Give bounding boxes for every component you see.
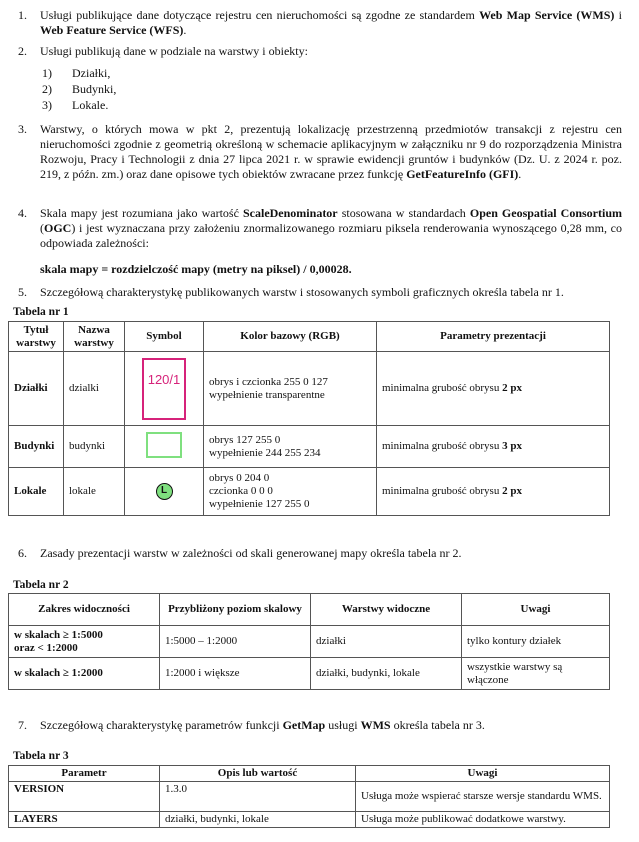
- table1-header: Kolor bazowy (RGB): [204, 322, 377, 352]
- budynki-symbol: [146, 432, 182, 458]
- table-row: Lokale lokale L obrys 0 204 0 czcionka 0 0 0 wypełnienie 127 255 0 minimalna grubość obrysu 2 px: [9, 468, 610, 516]
- table2-header: Przybliżony poziom skalowy: [160, 594, 311, 626]
- table-row: VERSION 1.3.0 Usługa może wspierać starsze wersje standardu WMS.: [9, 782, 610, 812]
- lokale-symbol: L: [156, 483, 173, 500]
- table3-header: Uwagi: [356, 766, 610, 782]
- table1-caption: Tabela nr 1: [13, 306, 69, 318]
- item-3: 3. Warstwy, o których mowa w pkt 2, prezentują lokalizację przestrzenną przedmiotów transakcji z rejestru cen nieruchomości zgodnie z geometrią określoną w schemacie aplikacyjnym w załączniku nr 9 do rozporządzenia Ministra Rozwoju, Pracy i Technologii z dnia 27 lipca 2021 r. w sprawie ewidencji gruntów i budynków (Dz. U. z 2024 r. poz. 219, z późn. zm.) oraz dane opisowe tych obiektów zwracane przez funkcję GetFeatureInfo (GFI).: [18, 122, 622, 181]
- item-2: 2. Usługi publikują dane w podziale na warstwy i obiekty:: [18, 44, 308, 58]
- table3-caption: Tabela nr 3: [13, 750, 69, 762]
- dzialki-symbol: 120/1: [142, 358, 186, 420]
- table1-header: Tytuł warstwy: [9, 322, 64, 352]
- item-5: 5. Szczegółową charakterystykę publikowanych warstw i stosowanych symboli graficznych określa tabela nr 1.: [18, 285, 564, 299]
- table3: [8, 765, 610, 828]
- table3-header: Parametr: [9, 766, 160, 782]
- item-6: 6. Zasady prezentacji warstw w zależności od skali generowanej mapy określa tabela nr 2.: [18, 546, 462, 560]
- item-1: 1. Usługi publikujące dane dotyczące rejestru cen nieruchomości są zgodne ze standardem Web Map Service (WMS) i Web Feature Service (WFS).: [18, 8, 622, 37]
- table-row: Budynki budynki obrys 127 255 0 wypełnienie 244 255 234 minimalna grubość obrysu 3 px: [9, 426, 610, 468]
- table-row: Działki dzialki 120/1 obrys i czcionka 255 0 127 wypełnienie transparentne minimalna grubość obrysu 2 px: [9, 352, 610, 426]
- table1-header: Symbol: [125, 322, 204, 352]
- item-4: 4. Skala mapy jest rozumiana jako wartość ScaleDenominator stosowana w standardach Open Geospatial Consortium (OGC) i jest wyznaczana przy założeniu znormalizowanego rozmiaru piksela renderowania wynoszącego 0,28 mm, co odpowiada zależności:: [18, 206, 622, 250]
- table-row: LAYERS działki, budynki, lokale Usługa może publikować dodatkowe warstwy.: [9, 812, 610, 828]
- table1: [8, 321, 610, 516]
- table2-header: Uwagi: [462, 594, 610, 626]
- table1-header: Parametry prezentacji: [377, 322, 610, 352]
- sublist-item: 2) Budynki,: [42, 82, 117, 96]
- table-row: w skalach ≥ 1:5000 oraz < 1:2000 1:5000 – 1:2000 działki tylko kontury działek: [9, 626, 610, 658]
- table2-header: Warstwy widoczne: [311, 594, 462, 626]
- table1-header: Nazwa warstwy: [64, 322, 125, 352]
- item-7: 7. Szczegółową charakterystykę parametrów funkcji GetMap usługi WMS określa tabela nr 3.: [18, 718, 485, 732]
- sublist-item: 3) Lokale.: [42, 98, 109, 112]
- table2: [8, 593, 610, 690]
- table3-header: Opis lub wartość: [160, 766, 356, 782]
- sublist-item: 1) Działki,: [42, 66, 111, 80]
- table2-caption: Tabela nr 2: [13, 579, 69, 591]
- formula: skala mapy = rozdzielczość mapy (metry na piksel) / 0,00028.: [40, 262, 352, 276]
- table2-header: Zakres widoczności: [9, 594, 160, 626]
- table-row: w skalach ≥ 1:2000 1:2000 i większe działki, budynki, lokale wszystkie warstwy są włączone: [9, 658, 610, 690]
